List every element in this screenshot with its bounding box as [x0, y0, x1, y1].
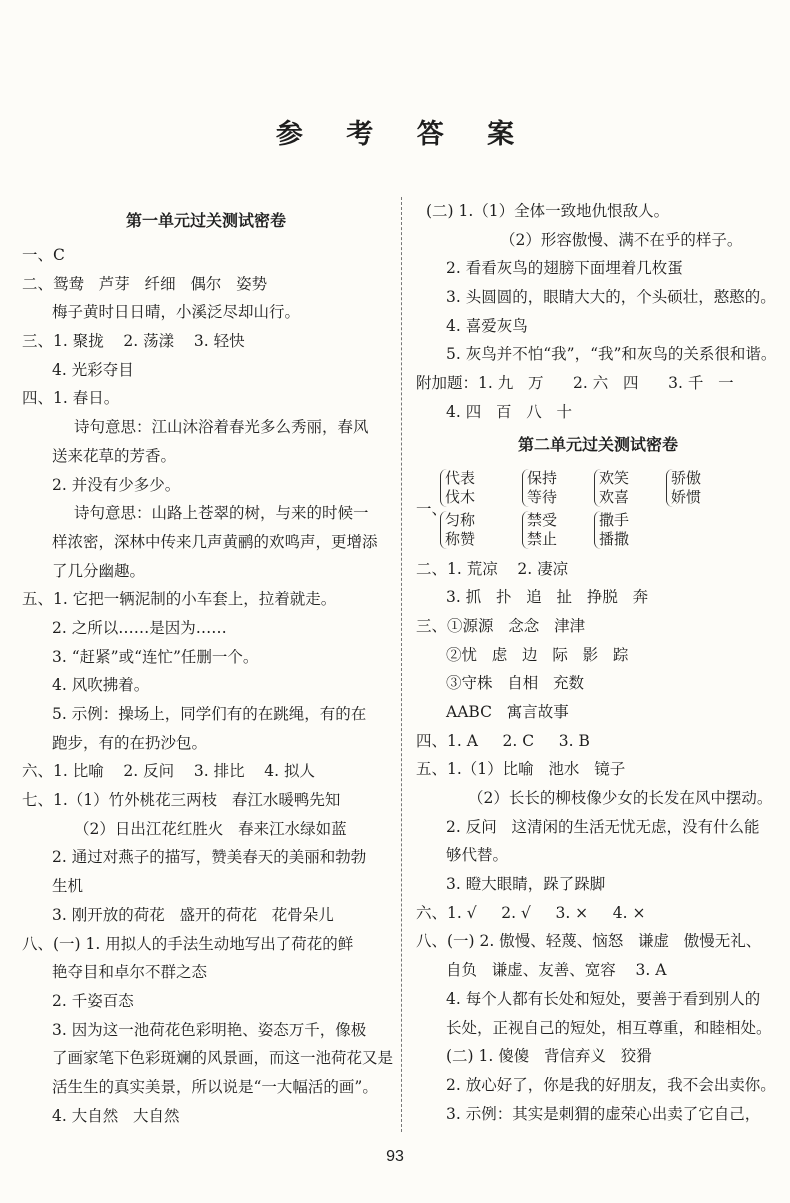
- answer-line: 4. 大自然 大自然: [52, 1106, 180, 1125]
- answer-line: 3. “赶紧”或“连忙”任删一个。: [52, 647, 259, 666]
- answer-line: ②忧 虑 边 际 影 踪: [446, 645, 629, 664]
- word: 撒手: [599, 510, 630, 529]
- answer-line: ③守株 自相 充数: [446, 674, 585, 693]
- answer-line: 2. 并没有少多少。: [52, 475, 181, 494]
- answer-line: 4. 四 百 八 十: [446, 402, 573, 421]
- answer-line: 活生生的真实美景，所以说是“一大幅活的画”。: [52, 1077, 378, 1096]
- answer-line: 七、1.（1）竹外桃花三两枝 春江水暖鸭先知: [22, 791, 341, 810]
- word: 禁受: [527, 510, 558, 529]
- answer-line: 4. 风吹拂着。: [52, 676, 150, 695]
- word-pair-grid: [416, 467, 780, 551]
- answer-line: 自负 谦虚、友善、宽容 3. A: [446, 961, 667, 980]
- answer-line: 四、1. A 2. C 3. B: [416, 731, 590, 750]
- section-heading-unit1: 第一单元过关测试密卷: [125, 211, 286, 230]
- page-number: 93: [386, 1148, 404, 1165]
- answer-line: 2. 放心好了，你是我的好朋友，我不会出卖你。: [446, 1075, 776, 1094]
- answer-line: （2）长长的柳枝像少女的长发在风中摆动。: [468, 789, 773, 807]
- answer-line: 八、(一) 1. 用拟人的手法生动地写出了荷花的鲜: [22, 934, 354, 953]
- answer-line: 2. 看看灰鸟的翅膀下面埋着几枚蛋: [446, 259, 683, 278]
- answer-line: 诗句意思：山路上苍翠的树，与来的时候一: [74, 504, 369, 523]
- answer-line: AABC 寓言故事: [446, 702, 569, 721]
- answer-line: 六、1. √ 2. √ 3. × 4. ×: [416, 903, 646, 922]
- word: 骄傲: [671, 468, 702, 487]
- answer-line: 3. 因为这一池荷花色彩明艳、姿态万千，像极: [52, 1020, 367, 1039]
- answer-line: 4. 每个人都有长处和短处，要善于看到别人的: [446, 989, 761, 1008]
- answer-line: 5. 灰鸟并不怕“我”，“我”和灰鸟的关系很和谐。: [446, 345, 777, 364]
- answer-line: 2. 反问 这清闲的生活无忧无虑，没有什么能: [446, 817, 760, 836]
- answer-line: (二) 1. 傻傻 背信弃义 狡猾: [446, 1047, 652, 1066]
- word: 伐木: [445, 487, 476, 506]
- answer-line: 四、1. 春日。: [22, 389, 120, 408]
- answer-line: 长处，正视自己的短处，相互尊重，和睦相处。: [446, 1018, 772, 1037]
- question-label: 一、: [416, 499, 448, 518]
- answer-line: 诗句意思：江山沐浴着春光多么秀丽，春风: [74, 418, 369, 437]
- word: 匀称: [445, 510, 476, 529]
- answer-line: 三、①源源 念念 津津: [416, 616, 586, 635]
- answer-line: 二、1. 荒凉 2. 凄凉: [416, 559, 569, 578]
- word: 代表: [445, 468, 476, 487]
- answer-line: 样浓密，深林中传来几声黄鹂的欢鸣声，更增添: [52, 532, 378, 551]
- answer-line: 附加题：1. 九 万 2. 六 四 3. 千 一: [416, 374, 734, 393]
- answer-line: 了几分幽趣。: [52, 561, 146, 580]
- answer-line: 五、1.（1）比喻 池水 镜子: [416, 760, 626, 779]
- answer-line: 八、(一) 2. 傲慢、轻蔑、恼怒 谦虚 傲慢无礼、: [416, 932, 762, 951]
- column-divider: [401, 197, 402, 1132]
- answer-line: 三、1. 聚拢 2. 荡漾 3. 轻快: [22, 332, 245, 351]
- answer-line: （2）日出江花红胜火 春来江水绿如蓝: [74, 819, 347, 838]
- answer-line: 3. 示例：其实是刺猬的虚荣心出卖了它自己，: [446, 1104, 761, 1123]
- answer-line: 六、1. 比喻 2. 反问 3. 排比 4. 拟人: [22, 762, 315, 781]
- answer-line: 二、鸳鸯 芦芽 纤细 偶尔 姿势: [22, 274, 268, 293]
- word: 娇惯: [671, 487, 702, 506]
- answer-line: 送来花草的芳香。: [52, 446, 177, 465]
- word-pair-bracket: [440, 511, 503, 549]
- answer-line: （2）形容傲慢、满不在乎的样子。: [500, 230, 743, 249]
- answer-line: 2. 之所以……是因为……: [52, 618, 227, 637]
- answer-line: 5. 示例：操场上，同学们有的在跳绳，有的在: [52, 705, 367, 723]
- word: 欢笑: [599, 468, 630, 487]
- answer-line: 3. 抓 扑 追 扯 挣脱 奔: [446, 588, 649, 607]
- word-pair-bracket: [440, 469, 503, 507]
- answer-line: 够代替。: [446, 846, 509, 865]
- right-column: [416, 197, 780, 1128]
- answer-line: 3. 刚开放的荷花 盛开的荷花 花骨朵儿: [52, 905, 334, 924]
- answer-line: 一、C: [22, 246, 65, 264]
- answer-line: 3. 头圆圆的，眼睛大大的，个头硕壮，憨憨的。: [446, 288, 776, 307]
- section-heading-unit2: 第二单元过关测试密卷: [517, 434, 678, 454]
- answer-line: 五、1. 它把一辆泥制的小车套上，拉着就走。: [22, 590, 337, 609]
- word: 保持: [527, 468, 558, 487]
- answer-line: 4. 喜爱灰鸟: [446, 316, 528, 335]
- word: 称赞: [445, 529, 476, 548]
- answer-line: 4. 光彩夺目: [52, 360, 134, 379]
- answer-line: 2. 通过对燕子的描写，赞美春天的美丽和勃勃: [52, 848, 367, 867]
- left-column: [22, 203, 394, 1130]
- word-pair-bracket: [666, 469, 729, 507]
- answer-line: 2. 千姿百态: [52, 991, 134, 1010]
- word: 等待: [527, 487, 558, 506]
- answer-line: 生机: [52, 877, 84, 896]
- answer-line: (二) 1.（1）全体一致地仇恨敌人。: [426, 202, 670, 220]
- answer-line: 了画家笔下色彩斑斓的风景画，而这一池荷花又是: [52, 1049, 394, 1068]
- word-pair-bracket: [522, 469, 585, 507]
- answer-line: 艳夺目和卓尔不群之态: [52, 963, 208, 982]
- word-pair-bracket: [522, 511, 585, 549]
- word-pair-bracket: [594, 469, 657, 507]
- word: 禁止: [527, 529, 558, 548]
- word-pair-bracket: [594, 511, 657, 549]
- word: 欢喜: [599, 487, 630, 506]
- page-title: 参 考 答 案: [275, 119, 532, 150]
- answer-line: 跑步，有的在扔沙包。: [52, 733, 208, 752]
- answer-line: 3. 瞪大眼睛，跺了跺脚: [446, 875, 606, 894]
- answer-line: 梅子黄时日日晴，小溪泛尽却山行。: [52, 303, 301, 322]
- word: 播撒: [599, 529, 630, 548]
